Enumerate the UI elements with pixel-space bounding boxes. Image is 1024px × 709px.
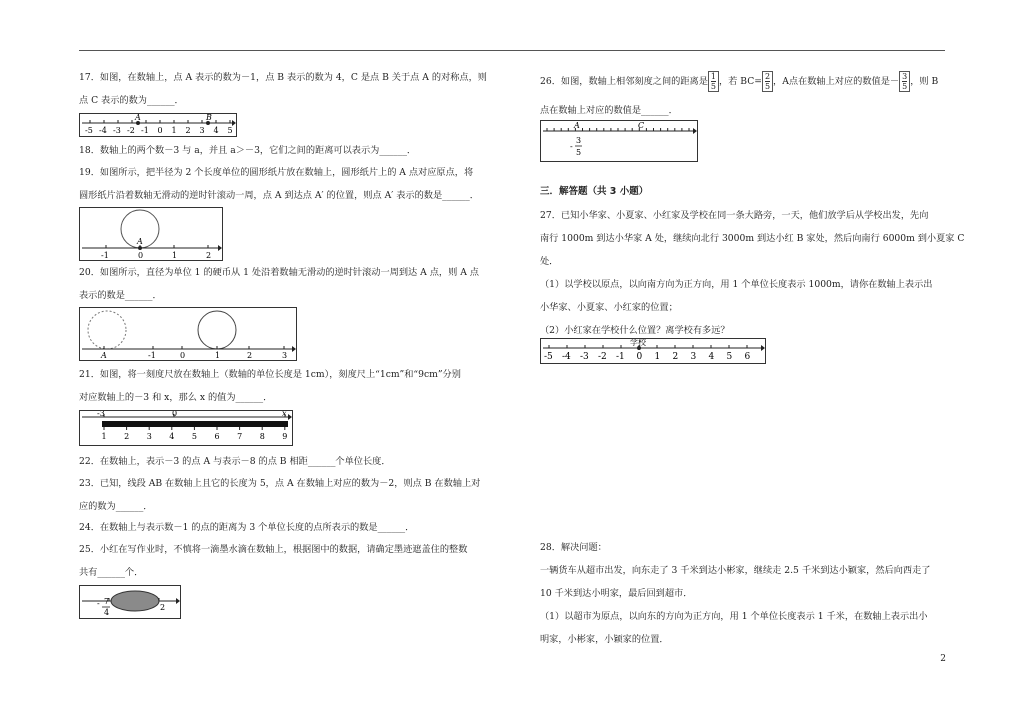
q25-svg [80, 586, 180, 618]
q26-part3: ，A点在数轴上对应的数值是－ [773, 76, 900, 87]
q28-sub1-line2: 明家，小彬家，小颖家的位置． [540, 634, 669, 645]
q17-label-a: A [135, 114, 141, 122]
q27-tick-label: -4 [562, 352, 571, 362]
q26-frac3-num: 3 [902, 72, 908, 81]
question-27 [540, 204, 964, 342]
q25-line1: 25．小红在写作业时，不慎将一滴墨水滴在数轴上，根据图中的数据，请确定墨迹遮盖住的整数 [79, 544, 468, 555]
q19-figure [79, 207, 223, 261]
q27-tick-label: -5 [544, 352, 553, 362]
q17-tick-label: 1 [171, 126, 177, 135]
q21-ruler-label: 6 [214, 432, 220, 441]
q27-tick-label: 5 [726, 352, 733, 362]
q26-frac1-num: 1 [710, 72, 716, 81]
question-23 [79, 472, 480, 518]
q22-text: 22．在数轴上，表示－3 的点 A 与表示－8 的点 B 相距______个单位长度． [79, 456, 391, 467]
q21-ruler-bar [102, 421, 288, 427]
q17-tick-label: 5 [227, 126, 233, 135]
q26-line2: 点在数轴上对应的数值是______． [540, 105, 678, 116]
q17-tick-label: -5 [85, 126, 93, 135]
page-number: 2 [940, 654, 946, 664]
q20-tick-label: -1 [148, 351, 156, 360]
q26-frac2-den: 5 [764, 82, 771, 91]
q26-label-a: A [574, 121, 580, 130]
q19-point-a [138, 246, 142, 250]
q20-circle [198, 311, 236, 349]
q17-svg [80, 114, 236, 136]
question-21 [79, 363, 461, 409]
q23-line1: 23．已知，线段 AB 在数轴上且它的长度为 5，点 A 在数轴上对应的数为－2，则点 B 在数轴上对 [79, 478, 481, 489]
q17-label-b: B [206, 114, 212, 122]
q26-frac3-den: 5 [902, 82, 908, 91]
q20-tick-label: 1 [215, 351, 221, 360]
q21-ruler-label: 1 [101, 432, 107, 441]
q17-tick-label: 3 [199, 126, 205, 135]
q17-number-line [79, 113, 237, 137]
q21-ruler-label: 3 [146, 432, 152, 441]
q17-tick-label: -1 [141, 126, 149, 135]
q19-svg [80, 208, 222, 260]
q27-tick-label: 4 [708, 352, 715, 362]
q26-fig-sign: - [570, 142, 573, 151]
q27-tick-label: -3 [580, 352, 589, 362]
q21-figure [79, 410, 293, 446]
q17-tick-label: -3 [113, 126, 121, 135]
q17-tick-label: 0 [157, 126, 163, 135]
q27-tick-label: 3 [690, 352, 697, 362]
question-19 [79, 161, 479, 207]
q26-line1 [540, 70, 938, 93]
q21-top-tick: -3 [97, 411, 105, 418]
q26-frac2-num: 2 [764, 72, 771, 81]
q27-tick-label: 6 [744, 352, 751, 362]
question-17 [79, 66, 487, 112]
q20-dashed-circle [88, 311, 126, 349]
question-22 [79, 450, 391, 473]
question-20 [79, 261, 479, 307]
q26-fraction-1 [708, 71, 719, 92]
q27-tick-label: 0 [636, 352, 643, 362]
q20-tick-label: 2 [247, 351, 253, 360]
q20-line2: 表示的数是______． [79, 290, 162, 301]
q19-tick-label: 2 [206, 251, 212, 260]
q27-sub1-line2: 小华家、小夏家、小红家的位置； [540, 302, 678, 313]
q26-svg [541, 121, 697, 161]
q26-part1: 26．如图，数轴上相邻刻度之间的距离是 [540, 76, 708, 87]
q21-ruler-label: 2 [124, 432, 130, 441]
q21-top-tick: 0 [172, 411, 178, 418]
q17-line1: 17．如图，在数轴上，点 A 表示的数为－1，点 B 表示的数为 4，C 是点 B 关于点 A 的对称点，则 [79, 72, 487, 83]
q28-line2: 10 千米到达小明家，最后回到超市． [540, 588, 693, 599]
q17-tick-label: -4 [99, 126, 107, 135]
q26-fraction-3 [899, 71, 910, 92]
q28-sub1-line1: （1）以超市为原点，以向东的方向为正方向，用 1 个单位长度表示 1 千米，在数轴上表示出小 [540, 611, 928, 622]
q27-tick-label: 2 [672, 352, 679, 362]
q27-tick-label: -2 [598, 352, 607, 362]
q24-text: 24．在数轴上与表示数－1 的点的距离为 3 个单位长度的点所表示的数是______． [79, 522, 415, 533]
q26-frac1-den: 5 [710, 82, 716, 91]
q25-left-num: 7 [104, 597, 110, 606]
q20-label-a: A [101, 351, 107, 360]
q27-tick-label: 1 [654, 352, 661, 362]
q25-figure [79, 585, 181, 619]
q20-line1: 20．如图所示，直径为单位 1 的硬币从 1 处沿着数轴无滑动的逆时针滚动一周到达 A 点，则 A 点 [79, 267, 479, 278]
question-28 [540, 536, 930, 651]
q21-ruler-label: 9 [282, 432, 288, 441]
question-18 [79, 139, 416, 162]
q21-svg [80, 411, 292, 445]
q17-tick-label: 2 [185, 126, 191, 135]
q20-figure [79, 307, 297, 361]
q27-sub2: （2）小红家在学校什么位置？离学校有多远？ [540, 325, 730, 336]
q27-svg [541, 339, 765, 363]
q25-right-label: 2 [160, 603, 166, 612]
q23-line2: 应的数为______． [79, 501, 153, 512]
q21-top-tick: x [282, 411, 287, 418]
q21-ruler-label: 5 [191, 432, 197, 441]
q25-line2: 共有______个． [79, 567, 144, 578]
question-26 [540, 70, 938, 122]
q19-tick-label: -1 [101, 251, 109, 260]
q26-part2: ，若 BC= [718, 76, 762, 87]
q20-tick-label: 3 [282, 351, 288, 360]
q17-line2: 点 C 表示的数为______． [79, 95, 184, 106]
q25-ink-blot [111, 591, 159, 611]
q21-ruler-label: 7 [237, 432, 243, 441]
q25-left-den: 4 [104, 608, 110, 617]
section-3-title: 三．解答题（共 3 小题） [540, 186, 649, 197]
q20-tick-label: 0 [180, 351, 186, 360]
q27-line2: 南行 1000m 到达小华家 A 处，继续向北行 3000m 到达小红 B 家处，然后向南行 6000m 到小夏家 C [540, 233, 965, 244]
q19-label-a: A [137, 237, 143, 246]
q27-tick-label: -1 [616, 352, 625, 362]
q19-line1: 19．如图所示，把半径为 2 个长度单位的圆形纸片放在数轴上，圆形纸片上的 A 点对应原点，将 [79, 167, 474, 178]
q20-svg [80, 308, 296, 360]
q26-label-c: C [638, 121, 645, 130]
header-rule [79, 50, 945, 51]
q26-fig-den: 5 [576, 148, 582, 157]
q27-line1: 27．已知小华家、小夏家、小红家及学校在同一条大路旁，一天，他们放学后从学校出发，先向 [540, 210, 929, 221]
q27-number-line [540, 338, 766, 364]
q21-ruler-label: 8 [259, 432, 265, 441]
q21-line2: 对应数轴上的－3 和 x，那么 x 的值为______． [79, 392, 273, 403]
q18-text: 18．数轴上的两个数－3 与 a，并且 a＞－3，它们之间的距离可以表示为______． [79, 145, 417, 156]
q26-figure [540, 120, 698, 162]
section-3-heading [540, 180, 648, 203]
q26-fraction-2 [762, 71, 773, 92]
q19-tick-label: 0 [138, 251, 144, 260]
q28-line1: 一辆货车从超市出发，向东走了 3 千米到达小彬家，继续走 2.5 千米到达小颖家，然后向西走了 [540, 565, 931, 576]
q27-line3: 处． [540, 256, 559, 267]
q17-tick-label: 4 [213, 126, 219, 135]
q27-school-label: 学校 [630, 339, 646, 347]
q27-sub1-line1: （1）以学校以原点，以向南方向为正方向，用 1 个单位长度表示 1000m，请你在数轴上表示出 [540, 279, 933, 290]
q19-tick-label: 1 [172, 251, 178, 260]
q17-tick-label: -2 [127, 126, 135, 135]
q26-fig-num: 3 [576, 136, 582, 145]
q21-line1: 21．如图，将一刻度尺放在数轴上（数轴的单位长度是 1cm），刻度尺上“1cm”和“9cm”分别 [79, 369, 461, 380]
q25-left-sign: - [97, 599, 100, 608]
q28-title: 28．解决问题： [540, 542, 607, 553]
question-24 [79, 516, 414, 539]
q26-part4: ，则 B [910, 76, 939, 87]
q19-line2: 圆形纸片沿着数轴无滑动的逆时针滚动一周，点 A 到达点 A′ 的位置，则点 A′ 表示的数是______． [79, 190, 479, 201]
question-25 [79, 538, 467, 584]
q21-ruler-label: 4 [169, 432, 175, 441]
